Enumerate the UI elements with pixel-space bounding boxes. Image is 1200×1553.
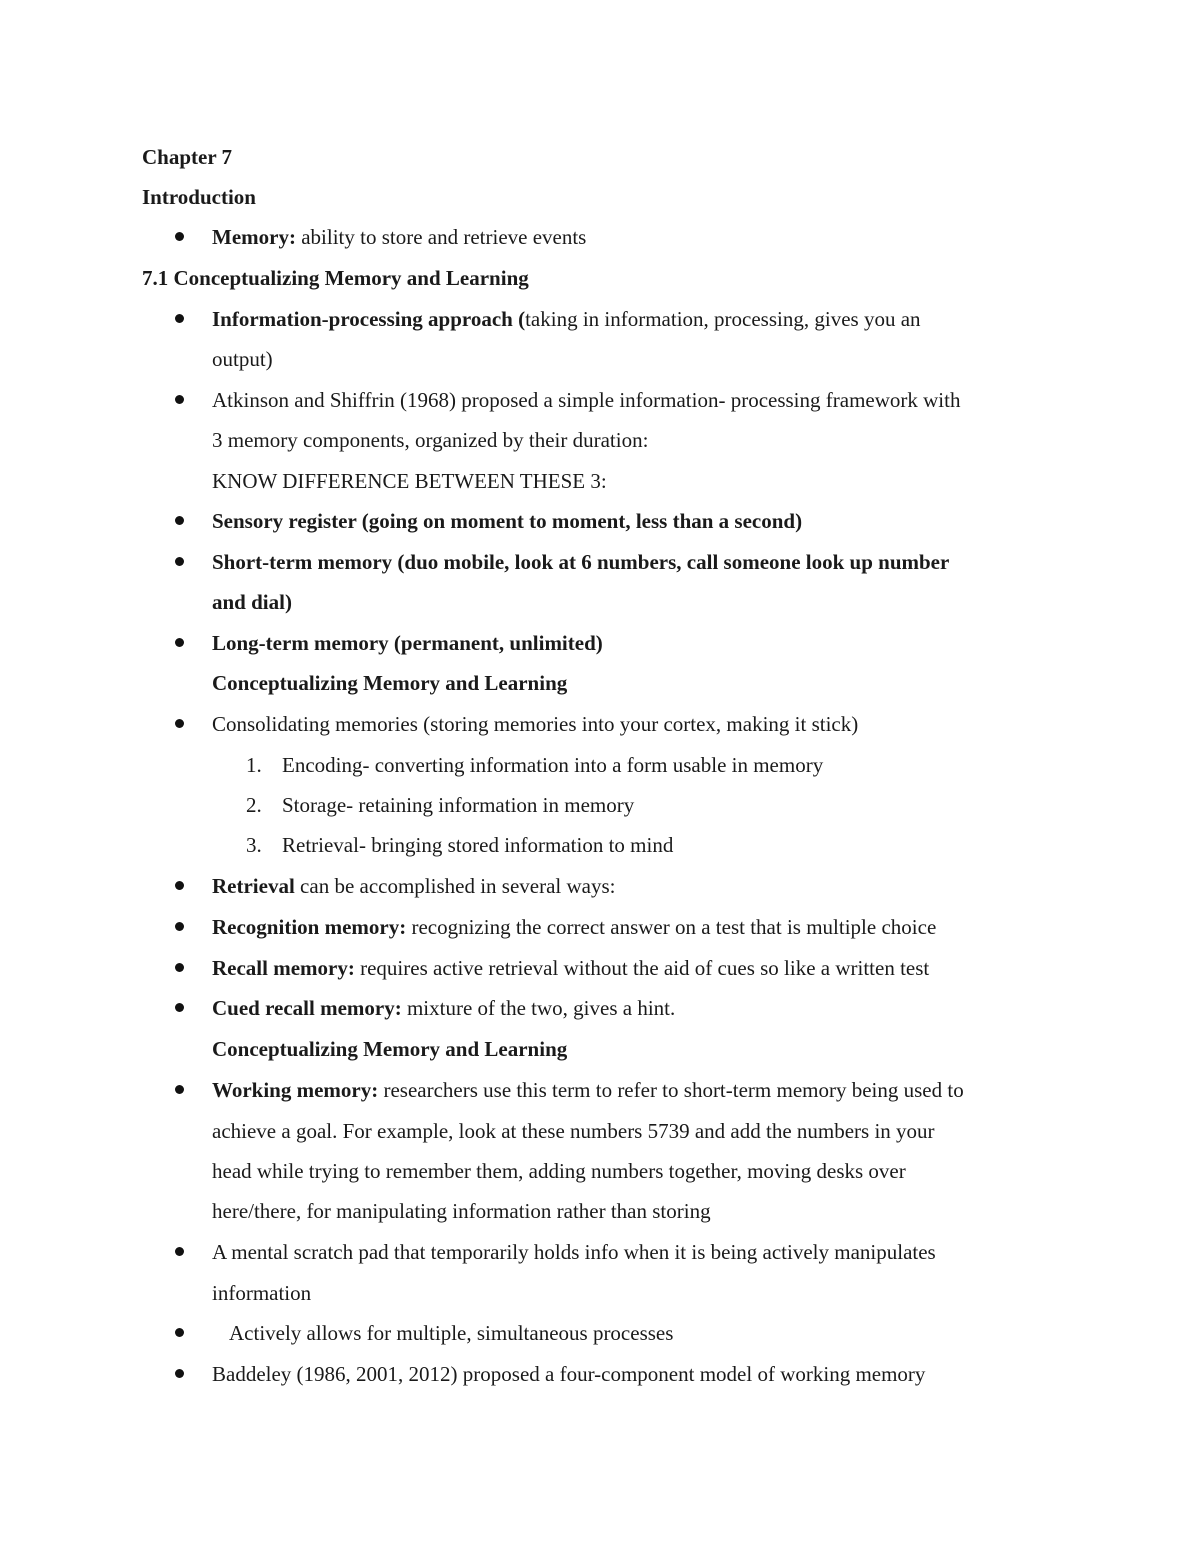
bullet-icon — [175, 232, 184, 241]
numbered-item-text: Retrieval- bringing stored information to mind — [282, 833, 674, 857]
list-item-retrieval — [212, 873, 616, 899]
list-item-short-term-memory — [212, 549, 949, 575]
text-scratch-line1: A mental scratch pad that temporarily holds info when it is being actively manipulates — [212, 1240, 936, 1264]
bullet-icon — [175, 1085, 184, 1094]
term-recall-memory: Recall memory: — [212, 956, 355, 980]
definition-working-memory: researchers use this term to refer to short-term memory being used to — [378, 1078, 964, 1102]
numbered-item-retrieval — [246, 832, 674, 858]
bullet-icon — [175, 557, 184, 566]
list-item-actively — [212, 1320, 673, 1346]
bullet-icon — [175, 638, 184, 647]
continuation-line: information — [212, 1281, 312, 1305]
text-consolidating: Consolidating memories (storing memories into your cortex, making it stick) — [212, 712, 859, 736]
bullet-icon — [175, 1369, 184, 1378]
numbered-item-storage — [246, 792, 635, 818]
bullet-icon — [175, 314, 184, 323]
list-number: 3. — [246, 833, 262, 857]
term-memory: Memory: — [212, 225, 296, 249]
definition-information-processing: taking in information, processing, gives you an — [525, 307, 921, 331]
list-item-information-processing — [212, 306, 921, 332]
term-information-processing: Information-processing approach ( — [212, 307, 526, 331]
bullet-icon — [175, 881, 184, 890]
text-baddeley: Baddeley (1986, 2001, 2012) proposed a four-component model of working memory — [212, 1362, 926, 1386]
list-number: 2. — [246, 793, 262, 817]
introduction-heading: Introduction — [142, 185, 256, 209]
list-item-consolidating — [212, 711, 858, 737]
text-ltm: Long-term memory (permanent, unlimited) — [212, 631, 603, 655]
term-cued-recall-memory: Cued recall memory: — [212, 996, 402, 1020]
bullet-icon — [175, 1003, 184, 1012]
definition-recognition-memory: recognizing the correct answer on a test that is multiple choice — [406, 915, 937, 939]
continuation-line: head while trying to remember them, adding numbers together, moving desks over — [212, 1159, 906, 1183]
continuation-line: 3 memory components, organized by their duration: — [212, 428, 649, 452]
section-heading: 7.1 Conceptualizing Memory and Learning — [142, 266, 529, 290]
definition-cued-recall-memory: mixture of the two, gives a hint. — [401, 996, 676, 1020]
definition-recall-memory: requires active retrieval without the aid of cues so like a written test — [354, 956, 930, 980]
chapter-title: Chapter 7 — [142, 145, 233, 169]
list-item-memory — [212, 224, 586, 250]
sub-heading: Conceptualizing Memory and Learning — [212, 1037, 568, 1061]
bullet-icon — [175, 395, 184, 404]
list-item-baddeley — [212, 1361, 925, 1387]
bullet-icon — [175, 1247, 184, 1256]
definition-retrieval: can be accomplished in several ways: — [294, 874, 616, 898]
list-number: 1. — [246, 753, 262, 777]
definition-memory: ability to store and retrieve events — [295, 225, 587, 249]
know-difference-note: KNOW DIFFERENCE BETWEEN THESE 3: — [212, 469, 607, 493]
list-item-recognition-memory — [212, 914, 936, 940]
list-item-cued-recall-memory — [212, 995, 675, 1021]
continuation-line: and dial) — [212, 590, 292, 614]
continuation-line: achieve a goal. For example, look at these numbers 5739 and add the numbers in your — [212, 1119, 935, 1143]
bullet-icon — [175, 1328, 184, 1337]
list-item-scratch-pad — [212, 1239, 936, 1265]
continuation-line: here/there, for manipulating information rather than storing — [212, 1199, 711, 1223]
term-retrieval: Retrieval — [212, 874, 295, 898]
bullet-icon — [175, 922, 184, 931]
text-actively: Actively allows for multiple, simultaneous processes — [229, 1321, 674, 1345]
bullet-icon — [175, 963, 184, 972]
numbered-item-text: Storage- retaining information in memory — [282, 793, 635, 817]
term-recognition-memory: Recognition memory: — [212, 915, 407, 939]
numbered-item-encoding — [246, 752, 824, 778]
sub-heading: Conceptualizing Memory and Learning — [212, 671, 568, 695]
text-atkinson-line1: Atkinson and Shiffrin (1968) proposed a simple information- processing framework with — [212, 388, 961, 412]
list-item-atkinson-shiffrin — [212, 387, 960, 413]
bullet-icon — [175, 516, 184, 525]
term-working-memory: Working memory: — [212, 1078, 379, 1102]
list-item-long-term-memory — [212, 630, 603, 656]
list-item-recall-memory — [212, 955, 929, 981]
list-item-sensory-register — [212, 508, 802, 534]
bullet-icon — [175, 719, 184, 728]
numbered-item-text: Encoding- converting information into a form usable in memory — [282, 753, 824, 777]
text-sensory-register: Sensory register (going on moment to moment, less than a second) — [212, 509, 803, 533]
text-stm-line1: Short-term memory (duo mobile, look at 6 numbers, call someone look up number — [212, 550, 950, 574]
list-item-working-memory — [212, 1077, 964, 1103]
continuation-line: output) — [212, 347, 273, 371]
